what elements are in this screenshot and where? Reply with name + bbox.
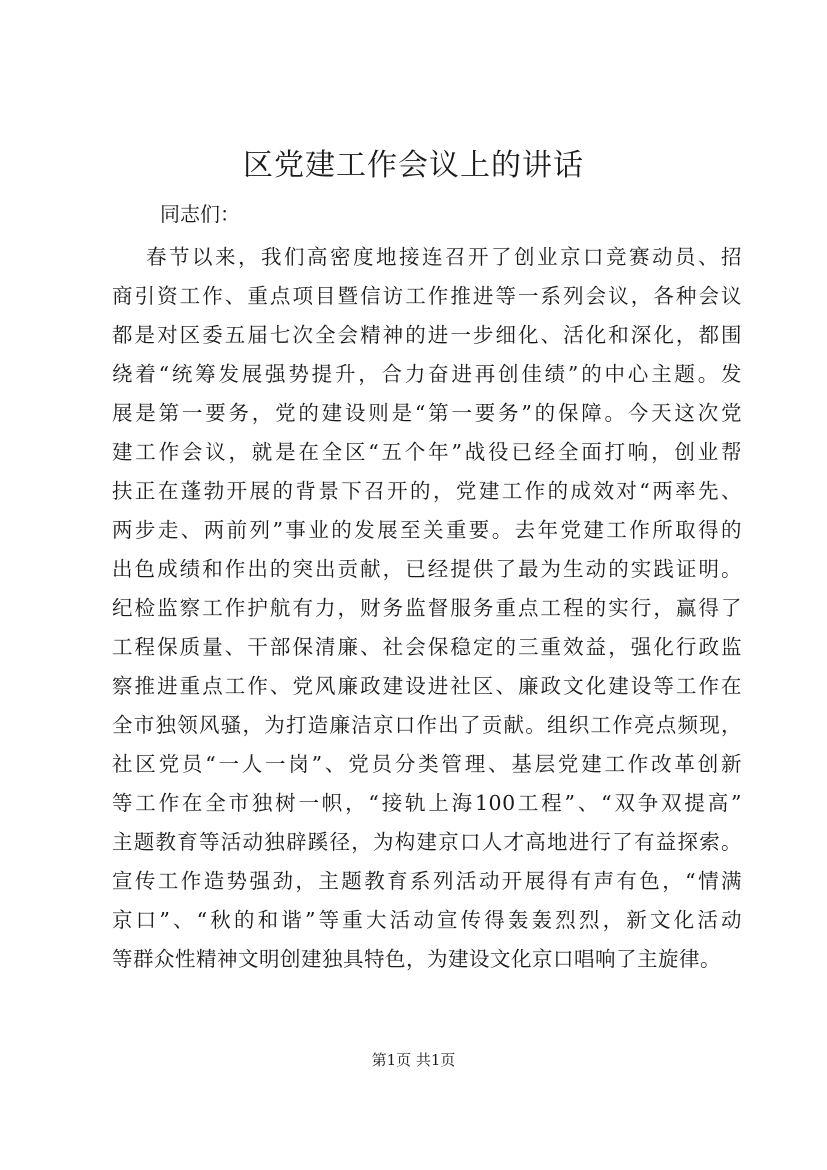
text-line: 宣传工作造势强劲，主题教育系列活动开展得有声有色，“情满 [112,869,742,893]
page-number-footer: 第1页 共1页 [371,1051,456,1069]
text-line: 京口”、“秋的和谐”等重大活动宣传得轰轰烈烈，新文化活动 [112,908,742,932]
document-title: 区党建工作会议上的讲话 [243,148,584,183]
text-line: 春节以来，我们高密度地接连召开了创业京口竞赛动员、招 [146,245,742,269]
text-line: 察推进重点工作、党风廉政建设进社区、廉政文化建设等工作在 [112,674,742,698]
text-line: 全市独领风骚，为打造廉洁京口作出了贡献。组织工作亮点频现， [112,713,742,737]
text-line: 扶正在蓬勃开展的背景下召开的，党建工作的成效对“两率先、 [112,479,742,503]
text-line: 等群众性精神文明创建独具特色，为建设文化京口唱响了主旋律。 [112,947,721,971]
body-text [112,238,742,979]
text-line: 主题教育等活动独辟蹊径，为构建京口人才高地进行了有益探索。 [112,830,742,854]
text-line: 建工作会议，就是在全区“五个年”战役已经全面打响，创业帮 [112,440,742,464]
salutation: 同志们： [160,202,240,226]
text-line: 社区党员“一人一岗”、党员分类管理、基层党建工作改革创新 [112,752,742,776]
text-line: 出色成绩和作出的突出贡献，已经提供了最为生动的实践证明。 [112,557,742,581]
text-line: 都是对区委五届七次全会精神的进一步细化、活化和深化，都围 [112,323,742,347]
text-line: 展是第一要务，党的建设则是“第一要务”的保障。今天这次党 [112,401,742,425]
text-line: 等工作在全市独树一帜，“接轨上海100工程”、“双争双提高” [112,791,742,815]
text-line: 商引资工作、重点项目暨信访工作推进等一系列会议，各种会议 [112,284,742,308]
text-line: 两步走、两前列”事业的发展至关重要。去年党建工作所取得的 [112,518,742,542]
text-line: 绕着“统筹发展强势提升，合力奋进再创佳绩”的中心主题。发 [112,362,742,386]
text-line: 纪检监察工作护航有力，财务监督服务重点工程的实行，赢得了 [112,596,742,620]
text-line: 工程保质量、干部保清廉、社会保稳定的三重效益，强化行政监 [112,635,742,659]
